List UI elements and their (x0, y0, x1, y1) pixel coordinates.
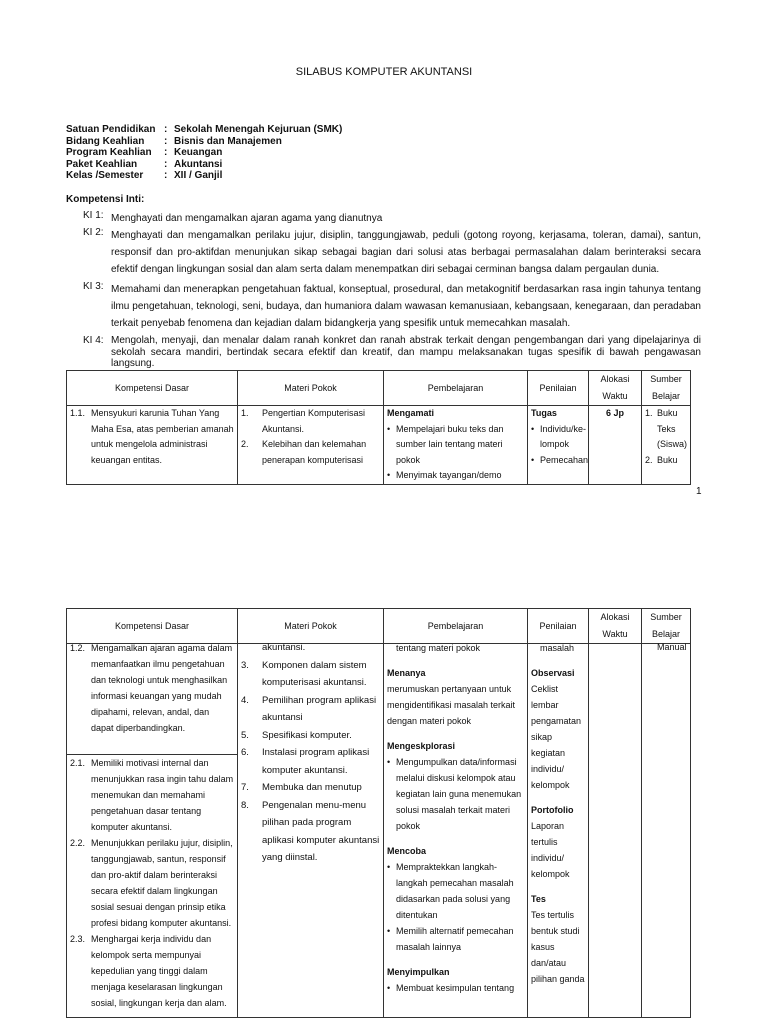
list-item: 5. Spesifikasi komputer. (241, 729, 352, 741)
pembelajaran-cell: Mengamati • Mempelajari buku teks dan sumber lain tentang materi pokok • Menyimak tayangan/demo (384, 406, 528, 485)
pembelajaran-cell: tentang materi pokok Menanya merumuskan pertanyaan untuk mengidentifikasi masalah terkait dengan materi pokok Mengeskplorasi • Mengumpulkan data/informasi melalui diskusi kelompok atau kegiatan lain guna menemukan solusi masalah terkait materi pokok Mencoba • Mempraktekkan langkah-langkah pemecahan masalah didasarkan pada solusi yang ditentukan • Memilih alternatif pemecahan masalah lainnya Menyimpulkan • Membuat kesimpulan tentang (384, 644, 528, 1018)
ki-item: KI 2: Menghayati dan mengamalkan perilaku jujur, disiplin, tanggungjawab, peduli (gotong royong, kerjasama, toleran, damai), santun, responsif dan pro-aktifdan menunjukan sikap sebagai bagian dari solusi atas berbagai permasalahan dalam berinteraksi secara efektif dengan lingkungan sosial dan alam serta dalam menempatkan diri sebagai cerminan bangsa dalam pergaulan dunia. (83, 227, 701, 275)
syllabus-table-page2 (66, 608, 691, 1018)
table-row (67, 406, 691, 485)
header-kompetensi-dasar: Kompetensi Dasar (67, 371, 238, 406)
ki-item: KI 3: Memahami dan menerapkan pengetahuan faktual, konseptual, prosedural, dan metakognitif berdasarkan rasa ingin tahunya tentang ilmu pengetahuan, teknologi, seni, budaya, dan humaniora dalam wawasan kemanusiaan, kebangsaan, kenegaraan, dan peradaban terkait penyebab fenomena dan kejadian dalam bidangkerja yang spesifik untuk memecahkan masalah. (83, 281, 701, 329)
kd-cell: 1.1. Mensyukuri karunia Tuhan Yang Maha Esa, atas pemberian amanah untuk mengelola administrasi keuangan entitas. (67, 406, 238, 485)
meta-row: Paket Keahlian : Akuntansi (66, 158, 223, 170)
header-pembelajaran: Pembelajaran (384, 371, 528, 406)
penilaian-cell: masalah Observasi Ceklist lembar pengamatan sikap kegiatan individu/ kelompok Portofolio Laporan tertulis individu/ kelompok Tes Tes tertulis bentuk studi kasus dan/atau pilihan ganda (528, 644, 589, 1018)
ki-item: KI 1: Menghayati dan mengamalkan ajaran agama yang dianutnya (83, 210, 383, 224)
header-alokasi-waktu: Alokasi Waktu (589, 609, 642, 644)
list-item: • Mengumpulkan data/informasi melalui diskusi kelompok atau kegiatan lain guna menemukan solusi masalah terkait materi pokok (387, 754, 524, 834)
list-item: 7. Membuka dan menutup (241, 782, 362, 793)
sumber-cell: Manual (642, 644, 691, 1018)
table-header-row (67, 371, 691, 406)
list-item: 4. Pemilihan program aplikasi akuntansi (241, 694, 377, 723)
list-item: • Mempraktekkan langkah-langkah pemecahan masalah didasarkan pada solusi yang ditentukan (387, 859, 524, 923)
alokasi-cell (589, 644, 642, 1018)
document-title: SILABUS KOMPUTER AKUNTANSI (295, 66, 473, 78)
header-penilaian: Penilaian (528, 609, 589, 644)
list-item: • Pemecahan (531, 453, 585, 469)
page-number: 1 (696, 486, 702, 497)
penilaian-cell: Tugas • Individu/ke-lompok • Pemecahan (528, 406, 589, 485)
list-item: 1. Pengertian Komputerisasi Akuntansi. (241, 408, 366, 434)
syllabus-table-page1 (66, 370, 691, 485)
header-sumber-belajar: Sumber Belajar (642, 371, 691, 406)
ki-item: KI 4: Mengolah, menyaji, dan menalar dalam ranah konkret dan ranah abstrak terkait dengan pengembangan dari yang dipelajarinya di sekolah secara mandiri, bertindak secara efektif dan kreatif, dan mampu melaksanakan tugas spesifik di bawah pengawasan langsung. (83, 335, 701, 369)
list-item: 1. Buku Teks (Siswa) (645, 408, 688, 449)
list-item: 6. Instalasi program aplikasi komputer akuntansi. (241, 747, 370, 776)
materi-cell: akuntansi. 3. Komponen dalam sistem komputerisasi akuntansi. 4. Pemilihan program aplikasi akuntansi 5. Spesifikasi komputer. 6. Instalasi program aplikasi komputer akuntansi. 7. Membuka dan menutup 8. Pengenalan menu-menu pilihan pada program aplikasi komputer akuntansi yang diinstal. (238, 644, 384, 1018)
identity-block (66, 124, 342, 182)
list-item: 2. Kelebihan dan kelemahan penerapan komputerisasi (241, 439, 367, 465)
list-item: • Memilih alternatif pemecahan masalah lainnya (387, 923, 524, 955)
list-item: • Membuat kesimpulan tentang (387, 980, 524, 996)
header-kompetensi-dasar: Kompetensi Dasar (67, 609, 238, 644)
list-item: • Menyimak tayangan/demo (387, 468, 524, 484)
materi-cell (238, 406, 384, 485)
list-item: 2.3. Menghargai kerja individu dan kelompok serta mempunyai kepedulian yang tinggi dalam menjaga keselarasan lingkungan sosial, lingkungan kerja dan alam. (70, 934, 227, 1008)
alokasi-cell: 6 Jp (589, 406, 642, 485)
header-pembelajaran: Pembelajaran (384, 609, 528, 644)
ki-heading: Kompetensi Inti: (66, 194, 145, 205)
meta-row: Bidang Keahlian : Bisnis dan Manajemen (66, 135, 282, 147)
kd-cell (67, 644, 238, 1018)
list-item: 2.1. Memiliki motivasi internal dan menunjukkan rasa ingin tahu dalam menemukan dan memahami pengetahuan dasar tentang komputer akuntansi. (70, 758, 234, 832)
header-materi-pokok: Materi Pokok (238, 609, 384, 644)
meta-row: Satuan Pendidikan : Sekolah Menengah Kejuruan (SMK) (66, 124, 343, 135)
list-item: 8. Pengenalan menu-menu pilihan pada program aplikasi komputer akuntansi yang diinstal. (241, 799, 380, 863)
header-sumber-belajar: Sumber Belajar (642, 609, 691, 644)
list-item: • Individu/ke-lompok (531, 422, 585, 453)
meta-row: Kelas /Semester : XII / Ganjil (66, 170, 223, 181)
header-materi-pokok: Materi Pokok (238, 371, 384, 406)
header-penilaian: Penilaian (528, 371, 589, 406)
table-row (67, 644, 691, 1018)
kd-divider (67, 754, 237, 1011)
list-item: 1.2. Mengamalkan ajaran agama dalam memanfaatkan ilmu pengetahuan dan teknologi untuk menghasilkan informasi keuangan yang mudah dipahami, relevan, andal, dan dapat diperbandingkan. (70, 643, 233, 733)
list-item: 2. Buku (645, 454, 678, 465)
list-item: 3. Komponen dalam sistem komputerisasi akuntansi. (241, 659, 367, 688)
header-alokasi-waktu: Alokasi Waktu (589, 371, 642, 406)
meta-row: Program Keahlian : Keuangan (66, 147, 223, 158)
sumber-cell (642, 406, 691, 485)
list-item: • Mempelajari buku teks dan sumber lain tentang materi pokok (387, 422, 524, 469)
list-item: 2.2. Menunjukkan perilaku jujur, disiplin, tanggungjawab, santun, responsif dan pro-aktif dalam berinteraksi secara efektif dalam lingkungan sosial sesuai dengan prinsip etika profesi bidang komputer akuntansi. (70, 838, 233, 928)
